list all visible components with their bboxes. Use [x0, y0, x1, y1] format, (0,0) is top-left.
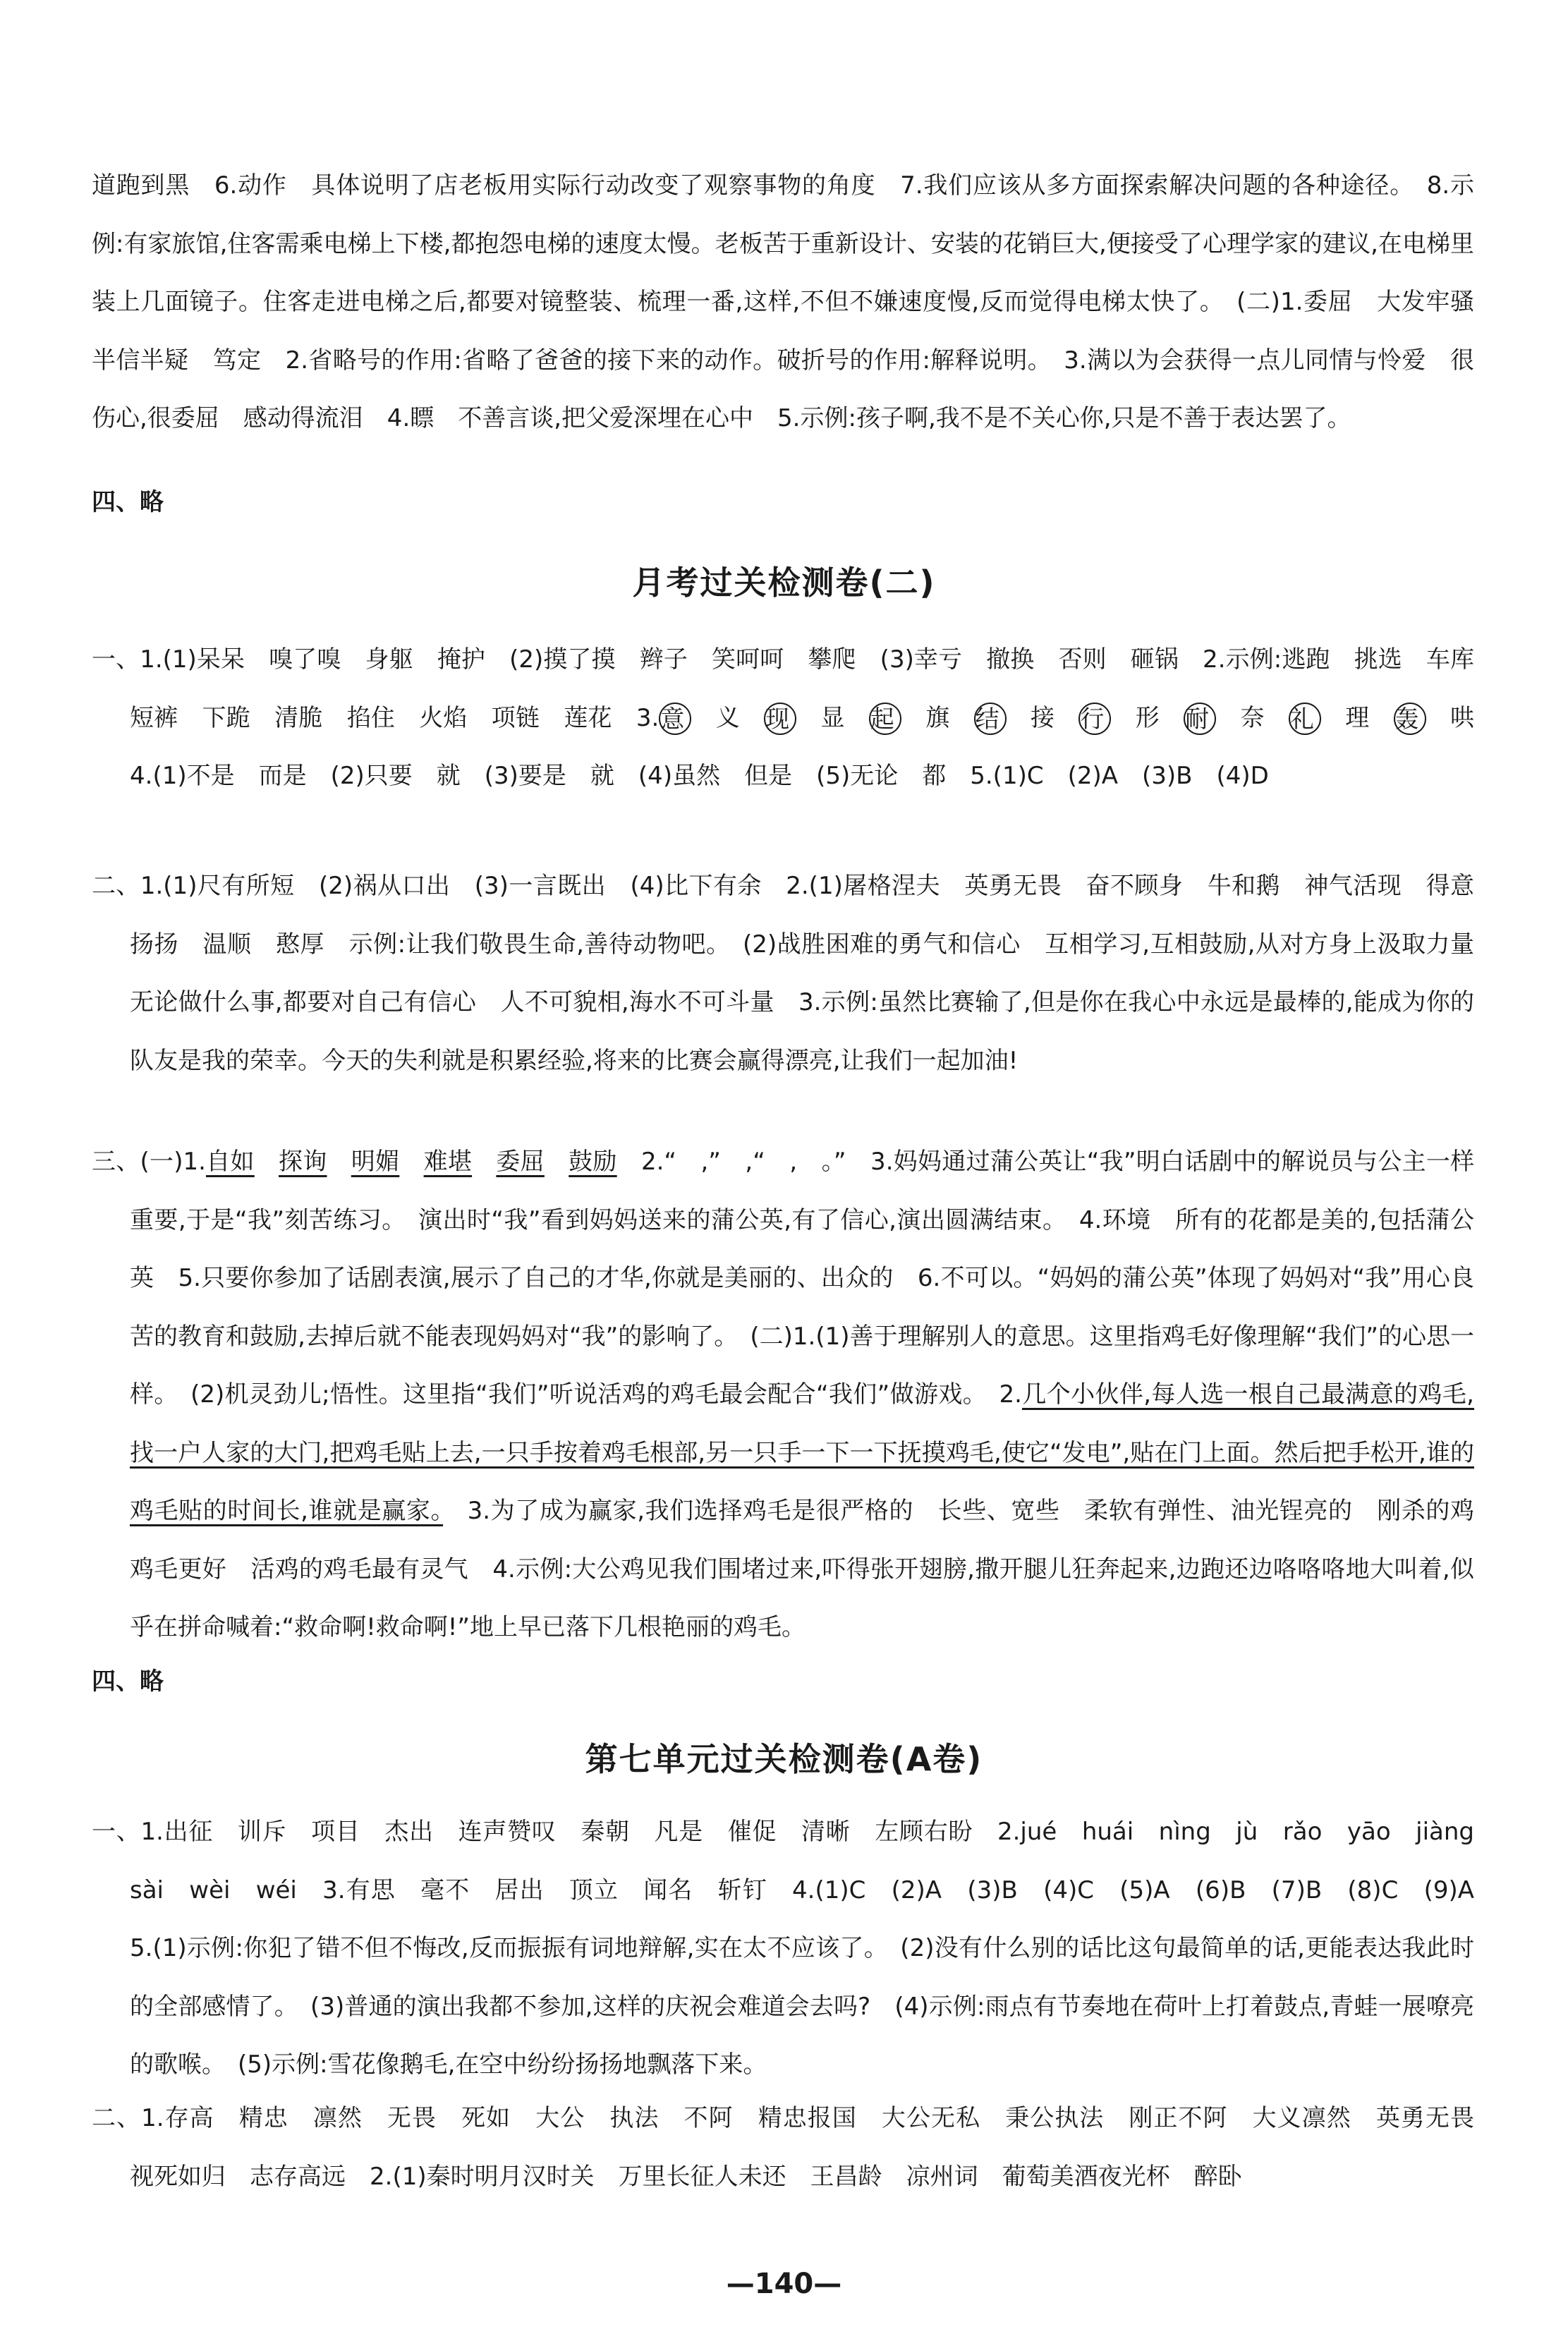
part-four-label-2: 四、略: [92, 1667, 164, 1696]
q3-prefix: 三、(一)1.: [92, 1148, 206, 1176]
q3-word: 难堪: [423, 1148, 473, 1176]
word: 形: [1135, 703, 1160, 732]
word: 义: [715, 703, 740, 732]
answer-q3: [92, 1133, 1474, 1657]
answer-unit7-q2: 二、1.存高 精忠 凛然 无畏 死如 大公 执法 不阿 精忠报国 大公无私 秉公执法 刚正不阿 大义凛然 英勇无畏 视死如归 志存高远 2.(1)秦时明月汉时关 万里长征人未还 王昌龄 凉州词 葡萄美酒夜光杯 醉卧: [92, 2104, 1498, 2191]
q3-word: 明媚: [351, 1148, 400, 1176]
q3-tail: 3.为了成为赢家,我们选择鸡毛是很严格的 长些、宽些 柔软有弹性、油光锃亮的 刚杀的鸡鸡毛更好 活鸡的鸡毛最有灵气 4.示例:大公鸡见我们围堵过来,吓得张开翅膀,撒开腿儿狂奔起来,边跑还边咯咯咯地大叫着,似乎在拼命喊着:“救命啊!救命啊!”地上早已落下几根艳丽的鸡毛。: [130, 1497, 1474, 1641]
section-title-unit-7-a: 第七单元过关检测卷(A卷): [585, 1740, 983, 1778]
q3-underlined-answer: 几个小伙伴,每人选一根自己最满意的鸡毛,找一户人家的大门,把鸡毛贴上去,一只手按着鸡毛根部,另一只手一下一下抚摸鸡毛,使它“发电”,贴在门上面。然后把手松开,谁的鸡毛贴的时间长,谁就是赢家。: [130, 1380, 1474, 1525]
part-four-label: 四、略: [92, 488, 164, 516]
circled-char: 意: [659, 703, 691, 735]
word: 旗: [925, 703, 950, 732]
section-title-monthly-test-2: 月考过关检测卷(二): [632, 564, 936, 602]
q1-text-b: 4.(1)不是 而是 (2)只要 就 (3)要是 就 (4)虽然 但是 (5)无论 都 5.(1)C (2)A (3)B (4)D: [130, 762, 1269, 790]
circled-char: 行: [1078, 703, 1111, 735]
answer-q2: 二、1.(1)尺有所短 (2)祸从口出 (3)一言既出 (4)比下有余 2.(1)屠格涅夫 英勇无畏 奋不顾身 牛和鹅 神气活现 得意扬扬 温顺 憨厚 示例:让我们敬畏生命,善待动物吧。 (2)战胜困难的勇气和信心 互相学习,互相鼓励,从对方身上汲取力量 无论做什么事,都要对自己有信心 人不可貌相,海水不可斗量 3.示例:虽然比赛输了,但是你在我心中永远是最棒的,能成为你的队友是我的荣幸。今天的失利就是积累经验,将来的比赛会赢得漂亮,让我们一起加油!: [92, 872, 1498, 1075]
page-number: —140—: [726, 2268, 842, 2300]
q3-word: 鼓励: [569, 1148, 617, 1176]
q3-word: 探询: [279, 1148, 327, 1176]
word: 理: [1345, 703, 1370, 732]
answer-paragraph-top: 道跑到黑 6.动作 具体说明了店老板用实际行动改变了观察事物的角度 7.我们应该从多方面探索解决问题的各种途径。 8.示例:有家旅馆,住客需乘电梯上下楼,都抱怨电梯的速度太慢。老板苦于重新设计、安装的花销巨大,便接受了心理学家的建议,在电梯里装上几面镜子。住客走进电梯之后,都要对镜整装、梳理一番,这样,不但不嫌速度慢,反而觉得电梯太快了。 (二)1.委屈 大发牢骚 半信半疑 笃定 2.省略号的作用:省略了爸爸的接下来的动作。破折号的作用:解释说明。 3.满以为会获得一点儿同情与怜爱 很伤心,很委屈 感动得流泪 4.瞟 不善言谈,把父爱深埋在心中 5.示例:孩子啊,我不是不关心你,只是不善于表达罢了。: [92, 171, 1498, 432]
q3-word: 自如: [206, 1148, 255, 1176]
word: 接: [1031, 703, 1055, 732]
circled-char: 起: [869, 703, 901, 735]
circled-char: 结: [974, 703, 1007, 735]
q3-word: 委屈: [496, 1148, 545, 1176]
circled-char: 轰: [1394, 703, 1426, 735]
q3-rest: 2.“ ,” ,“ , 。” 3.妈妈通过蒲公英让“我”明白话剧中的解说员与公主一样重要,于是“我”刻苦练习。 演出时“我”看到妈妈送来的蒲公英,有了信心,演出圆满结束。 4.环境 所有的花都是美的,包括蒲公英 5.只要你参加了话剧表演,展示了自己的才华,你就是美丽的、出众的 6.不可以。“妈妈的蒲公英”体现了妈妈对“我”用心良苦的教育和鼓励,去掉后就不能表现妈妈对“我”的影响了。 (二)1.(1)善于理解别人的意思。这里指鸡毛好像理解“我们”的心思一样。 (2)机灵劲儿;悟性。这里指“我们”听说活鸡的鸡毛最会配合“我们”做游戏。 2.: [130, 1148, 1475, 1409]
circled-char: 礼: [1289, 703, 1321, 735]
circled-char: 现: [764, 703, 796, 735]
answer-unit7-q1: 一、1.出征 训斥 项目 杰出 连声赞叹 秦朝 凡是 催促 清晰 左顾右盼 2.jué huái nìng jù rǎo yāo jiàng sài wèi wéi 3.有思 毫不 居出 顶立 闻名 斩钉 4.(1)C (2)A (3)B (4)C (5)A (6)B (7)B (8)C (9)A 5.(1)示例:你犯了错不但不悔改,反而振振有词地辩解,实在太不应该了。 (2)没有什么别的话比这句最简单的话,更能表达我此时的全部感情了。 (3)普通的演出我都不参加,这样的庆祝会难道会去吗? (4)示例:雨点有节奏地在荷叶上打着鼓点,青蛙一展嘹亮的歌喉。 (5)示例:雪花像鹅毛,在空中纷纷扬扬地飘落下来。: [92, 1818, 1498, 2079]
word: 奈: [1240, 703, 1265, 732]
circled-char: 耐: [1184, 703, 1216, 735]
answer-q1: [92, 631, 1498, 806]
q1-text-a: 一、1.(1)呆呆 嗅了嗅 身躯 掩护 (2)摸了摸 辫子 笑呵呵 攀爬 (3)幸亏 撤换 否则 砸锅 2.示例:逃跑 挑选 车库 短裤 下跪 清脆 掐住 火焰 项链 莲花 3.: [92, 645, 1498, 732]
word: 哄: [1450, 703, 1474, 732]
word: 显: [820, 703, 845, 732]
